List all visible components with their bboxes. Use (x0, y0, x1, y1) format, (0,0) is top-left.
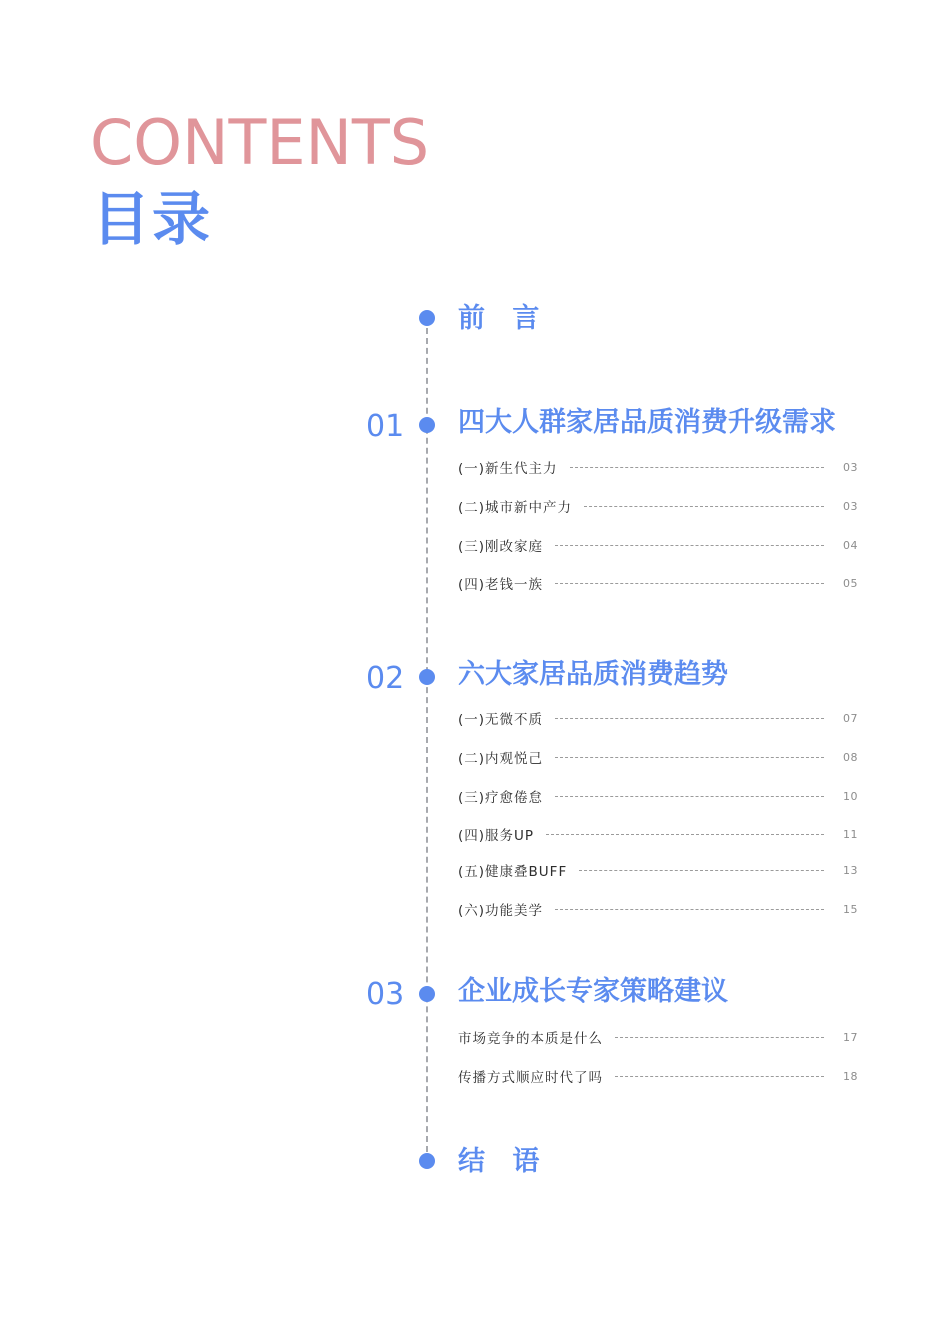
toc-page-number: 05 (843, 576, 858, 590)
preface-title[interactable]: 前 言 (458, 303, 549, 334)
toc-heading-cn: 目录 (92, 185, 213, 253)
toc-entry[interactable] (458, 572, 858, 594)
toc-entry-label: (三)刚改家庭 (458, 539, 544, 555)
toc-page-number: 03 (843, 460, 858, 474)
toc-page-number: 08 (843, 750, 858, 764)
dotted-leader (555, 796, 824, 797)
toc-entry[interactable] (458, 456, 858, 478)
dotted-leader (546, 834, 824, 835)
toc-page-number: 04 (843, 538, 858, 552)
toc-entry-label: (五)健康叠BUFF (458, 864, 568, 880)
section-title-01[interactable]: 四大人群家居品质消费升级需求 (458, 407, 836, 438)
dotted-leader (615, 1037, 824, 1038)
toc-page-number: 11 (843, 827, 858, 841)
toc-entry-label: (四)老钱一族 (458, 577, 544, 593)
toc-entry[interactable] (458, 707, 858, 729)
timeline-dot-03 (419, 986, 435, 1002)
toc-page-number: 18 (843, 1069, 858, 1083)
toc-entry[interactable] (458, 495, 858, 517)
dotted-leader (584, 506, 824, 507)
contents-heading: CONTENTS (90, 106, 430, 179)
toc-entry-label: (一)无微不质 (458, 712, 544, 728)
dotted-leader (579, 870, 824, 871)
toc-page-number: 17 (843, 1030, 858, 1044)
section-title-02[interactable]: 六大家居品质消费趋势 (458, 659, 728, 690)
dotted-leader (615, 1076, 824, 1077)
dotted-leader (570, 467, 824, 468)
toc-page-number: 03 (843, 499, 858, 513)
dotted-leader (555, 909, 824, 910)
toc-entry-label: 传播方式顺应时代了吗 (458, 1070, 603, 1086)
toc-entry-label: (一)新生代主力 (458, 461, 558, 477)
section-number-01: 01 (366, 409, 405, 444)
toc-entry-label: (二)内观悦己 (458, 751, 544, 767)
timeline-line (426, 318, 428, 1162)
toc-page-number: 15 (843, 902, 858, 916)
toc-entry-label: 市场竞争的本质是什么 (458, 1031, 603, 1047)
toc-entry[interactable] (458, 859, 858, 881)
section-number-02: 02 (366, 661, 405, 696)
toc-entry-label: (三)疗愈倦怠 (458, 790, 544, 806)
toc-entry[interactable] (458, 1026, 858, 1048)
toc-page-number: 07 (843, 711, 858, 725)
toc-entry[interactable] (458, 823, 858, 845)
dotted-leader (555, 718, 824, 719)
toc-page-number: 10 (843, 789, 858, 803)
timeline-dot-02 (419, 669, 435, 685)
timeline-dot-preface (419, 310, 435, 326)
toc-entry[interactable] (458, 785, 858, 807)
toc-entry[interactable] (458, 1065, 858, 1087)
timeline-dot-conclusion (419, 1153, 435, 1169)
toc-entry-label: (四)服务UP (458, 828, 535, 844)
toc-entry[interactable] (458, 898, 858, 920)
toc-page-number: 13 (843, 863, 858, 877)
dotted-leader (555, 583, 824, 584)
toc-entry[interactable] (458, 746, 858, 768)
section-title-03[interactable]: 企业成长专家策略建议 (458, 976, 728, 1007)
section-number-03: 03 (366, 977, 405, 1012)
dotted-leader (555, 757, 824, 758)
dotted-leader (555, 545, 824, 546)
toc-entry-label: (二)城市新中产力 (458, 500, 573, 516)
conclusion-title[interactable]: 结 语 (458, 1146, 549, 1177)
toc-entry[interactable] (458, 534, 858, 556)
timeline-dot-01 (419, 417, 435, 433)
toc-entry-label: (六)功能美学 (458, 903, 544, 919)
